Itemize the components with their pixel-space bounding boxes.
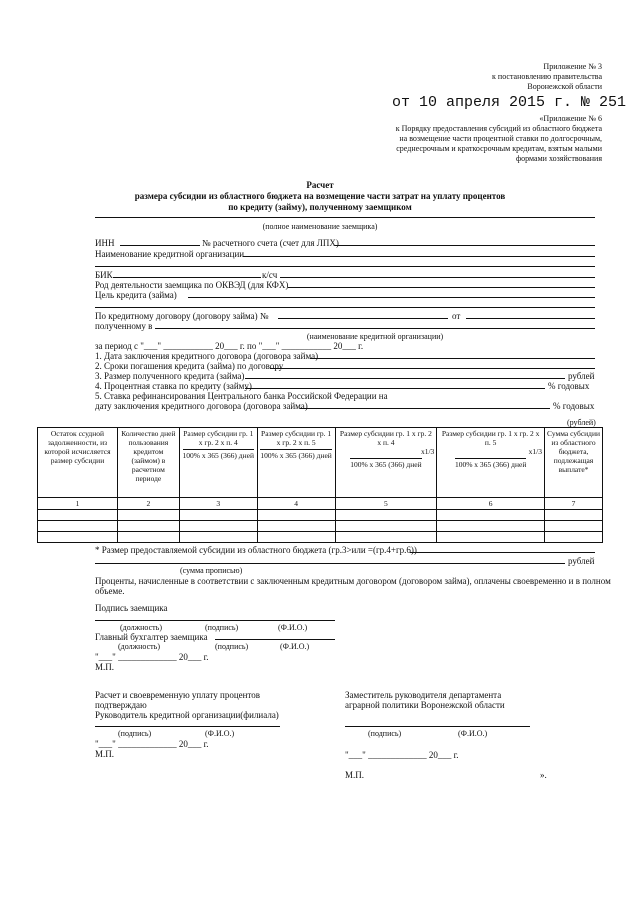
okved-label: Род деятельности заемщика по ОКВЭД (для КФХ) xyxy=(95,280,289,290)
table-row[interactable] xyxy=(38,532,603,543)
bank-name-label: Наименование кредитной организации xyxy=(95,249,245,259)
col-number-5: 5 xyxy=(335,498,437,510)
sum-words-field[interactable] xyxy=(95,563,565,564)
table-row[interactable] xyxy=(38,510,603,521)
item-4-unit: % годовых xyxy=(548,381,590,391)
fio-caption-1: (Ф.И.О.) xyxy=(278,623,308,632)
signature-caption-1: (подпись) xyxy=(205,623,239,632)
stamp-3: М.П. xyxy=(345,770,365,780)
borrower-caption: (полное наименование заемщика) xyxy=(262,222,378,231)
date-line-3: "___" _____________ 20___ г. xyxy=(345,750,459,760)
col-number-2: 2 xyxy=(117,498,179,510)
denominator-4: 100% х 365 (366) дней xyxy=(260,451,332,460)
account-label: № расчетного счета (счет для ЛПХ) xyxy=(202,238,339,248)
fio-caption-4: (Ф.И.О.) xyxy=(458,729,488,738)
bank-head-sign-field[interactable] xyxy=(95,726,280,727)
from-label: от xyxy=(452,311,461,321)
currency-note: (рублей) xyxy=(567,418,596,427)
to-resolution: к постановлению правительства xyxy=(492,72,602,81)
order-line-4: формами хозяйствования xyxy=(515,154,602,163)
x13-5: х1/3 xyxy=(420,447,435,456)
contract-date-field[interactable] xyxy=(466,318,595,319)
col-number-6: 6 xyxy=(437,498,545,510)
denominator-5: 100% х 365 (366) дней xyxy=(350,460,422,469)
position-caption-2: (должность) xyxy=(118,642,160,651)
item-4-label: 4. Процентная ставка по кредиту (займу) xyxy=(95,381,252,391)
contract-label: По кредитному договору (договору займа) № xyxy=(95,311,269,321)
bik-label: БИК xyxy=(95,270,113,280)
chief-accountant-field[interactable] xyxy=(215,639,335,640)
appendix-6: «Приложение № 6 xyxy=(539,114,602,123)
okved-field[interactable] xyxy=(288,287,595,288)
stamp-1: М.П. xyxy=(95,662,115,672)
header-col-2: Количество дней пользования кредитом (займом) в расчетном периоде xyxy=(117,428,179,498)
region: Воронежской области xyxy=(527,82,602,91)
borrower-line[interactable] xyxy=(95,217,595,218)
paid-line-1: Проценты, начисленные в соответствии с заключенным кредитным договором (договором займа), оплачены своевременно и в полном xyxy=(95,576,611,586)
header-col-7: Сумма субсидии из областного бюджета, подлежащая выплате* xyxy=(545,428,603,498)
bik-field[interactable] xyxy=(113,277,261,278)
deputy-line-1: Заместитель руководителя департамента xyxy=(345,690,502,700)
subsidy-table xyxy=(37,427,603,543)
x13-6: х1/3 xyxy=(528,447,543,456)
footnote-unit: рублей xyxy=(568,556,595,566)
account-field[interactable] xyxy=(335,245,595,246)
item-1-label: 1. Дата заключения кредитного договора (договора займа) xyxy=(95,351,319,361)
bank-confirm-line-2: подтверждаю xyxy=(95,700,147,710)
denominator-3: 100% х 365 (366) дней xyxy=(182,451,254,460)
ks-field[interactable] xyxy=(280,277,595,278)
purpose-field-2[interactable] xyxy=(95,307,595,308)
deputy-line-2: аграрной политики Воронежской области xyxy=(345,700,505,710)
item-2-label: 2. Сроки погашения кредита (займа) по договору xyxy=(95,361,284,371)
title-line-3: по кредиту (займу), полученному заемщиком xyxy=(228,202,412,212)
col-number-7: 7 xyxy=(545,498,603,510)
header-col-6: Размер субсидии гр. 1 х гр. 2 х п. 5 х1/3 100% х 365 (366) дней xyxy=(437,428,545,498)
signature-caption-3: (подпись) xyxy=(118,729,152,738)
header-col-4: Размер субсидии гр. 1 х гр. 2 х п. 5 100% х 365 (366) дней xyxy=(257,428,335,498)
received-in-field[interactable] xyxy=(155,328,595,329)
fio-caption-2: (Ф.И.О.) xyxy=(280,642,310,651)
item-4-field[interactable] xyxy=(245,388,545,389)
signature-caption-4: (подпись) xyxy=(368,729,402,738)
paid-line-2: объеме. xyxy=(95,586,125,596)
item-2-field[interactable] xyxy=(270,368,595,369)
title-raschet: Расчет xyxy=(306,180,334,190)
date-line-2: "___" _____________ 20___ г. xyxy=(95,739,209,749)
inn-label: ИНН xyxy=(95,238,115,248)
date-number: от 10 апреля 2015 г. № 251 xyxy=(392,94,627,111)
table-header-row xyxy=(38,428,603,498)
bank-name-field-2[interactable] xyxy=(95,266,595,267)
signature-caption-2: (подпись) xyxy=(215,642,249,651)
sum-words-caption: (сумма прописью) xyxy=(180,566,243,575)
table-row[interactable] xyxy=(38,521,603,532)
fio-caption-3: (Ф.И.О.) xyxy=(205,729,235,738)
item-3-unit: рублей xyxy=(568,371,595,381)
item-5-label-b: дату заключения кредитного договора (договора займа) xyxy=(95,401,308,411)
contract-number-field[interactable] xyxy=(278,318,448,319)
ks-label: к/сч xyxy=(262,270,278,280)
purpose-label: Цель кредита (займа) xyxy=(95,290,177,300)
closing-quote: ». xyxy=(540,770,547,780)
header-col-1: Остаток ссудной задолженности, из которой исчисляется размер субсидии xyxy=(38,428,118,498)
header-col-3: Размер субсидии гр. 1 х гр. 2 х п. 4 100% х 365 (366) дней xyxy=(179,428,257,498)
item-5-field[interactable] xyxy=(300,408,550,409)
footnote-line: * Размер предоставляемой субсидии из областного бюджета (гр.3>или =(гр.4+гр.6)) xyxy=(95,545,417,555)
item-1-field[interactable] xyxy=(310,358,595,359)
period-line: за период с "___" ___________ 20___ г. по "___" ___________ 20___ г. xyxy=(95,341,364,351)
received-in-label: полученному в xyxy=(95,321,153,331)
table-number-row xyxy=(38,498,603,510)
item-3-field[interactable] xyxy=(245,378,565,379)
purpose-field[interactable] xyxy=(188,297,595,298)
footnote-field[interactable] xyxy=(410,552,595,553)
chief-accountant-label: Главный бухгалтер заемщика xyxy=(95,632,208,642)
bank-name-field[interactable] xyxy=(243,256,595,257)
item-5-label-a: 5. Ставка рефинансирования Центрального банка Российской Федерации на xyxy=(95,391,388,401)
position-caption-1: (должность) xyxy=(120,623,162,632)
denominator-6: 100% х 365 (366) дней xyxy=(454,460,527,469)
borrower-sign-field[interactable] xyxy=(95,620,335,621)
bank-caption: (наименование кредитной организации) xyxy=(306,332,444,341)
col-number-3: 3 xyxy=(179,498,257,510)
bank-confirm-line-1: Расчет и своевременную уплату процентов xyxy=(95,690,261,700)
stamp-2: М.П. xyxy=(95,749,115,759)
header-col-5: Размер субсидии гр. 1 х гр. 2 х п. 4 х1/3 100% х 365 (366) дней xyxy=(335,428,437,498)
order-line-3: среднесрочным и краткосрочным кредитам, взятым малыми xyxy=(396,144,602,153)
inn-field[interactable] xyxy=(120,245,200,246)
borrower-sign-label: Подпись заемщика xyxy=(95,603,168,613)
order-line-2: на возмещение части процентной ставки по долгосрочным, xyxy=(399,134,602,143)
title-line-2: размера субсидии из областного бюджета на возмещение части затрат на уплату процентов xyxy=(134,191,506,201)
col-number-4: 4 xyxy=(257,498,335,510)
item-3-label: 3. Размер полученного кредита (займа) xyxy=(95,371,245,381)
item-5-unit: % годовых xyxy=(553,401,595,411)
appendix-3: Приложение № 3 xyxy=(543,62,602,71)
date-line-1: "___" _____________ 20___ г. xyxy=(95,652,209,662)
deputy-sign-field[interactable] xyxy=(345,726,530,727)
order-line-1: к Порядку предоставления субсидий из областного бюджета xyxy=(395,124,602,133)
bank-head-label: Руководитель кредитной организации(филиала) xyxy=(95,710,279,720)
col-number-1: 1 xyxy=(38,498,118,510)
